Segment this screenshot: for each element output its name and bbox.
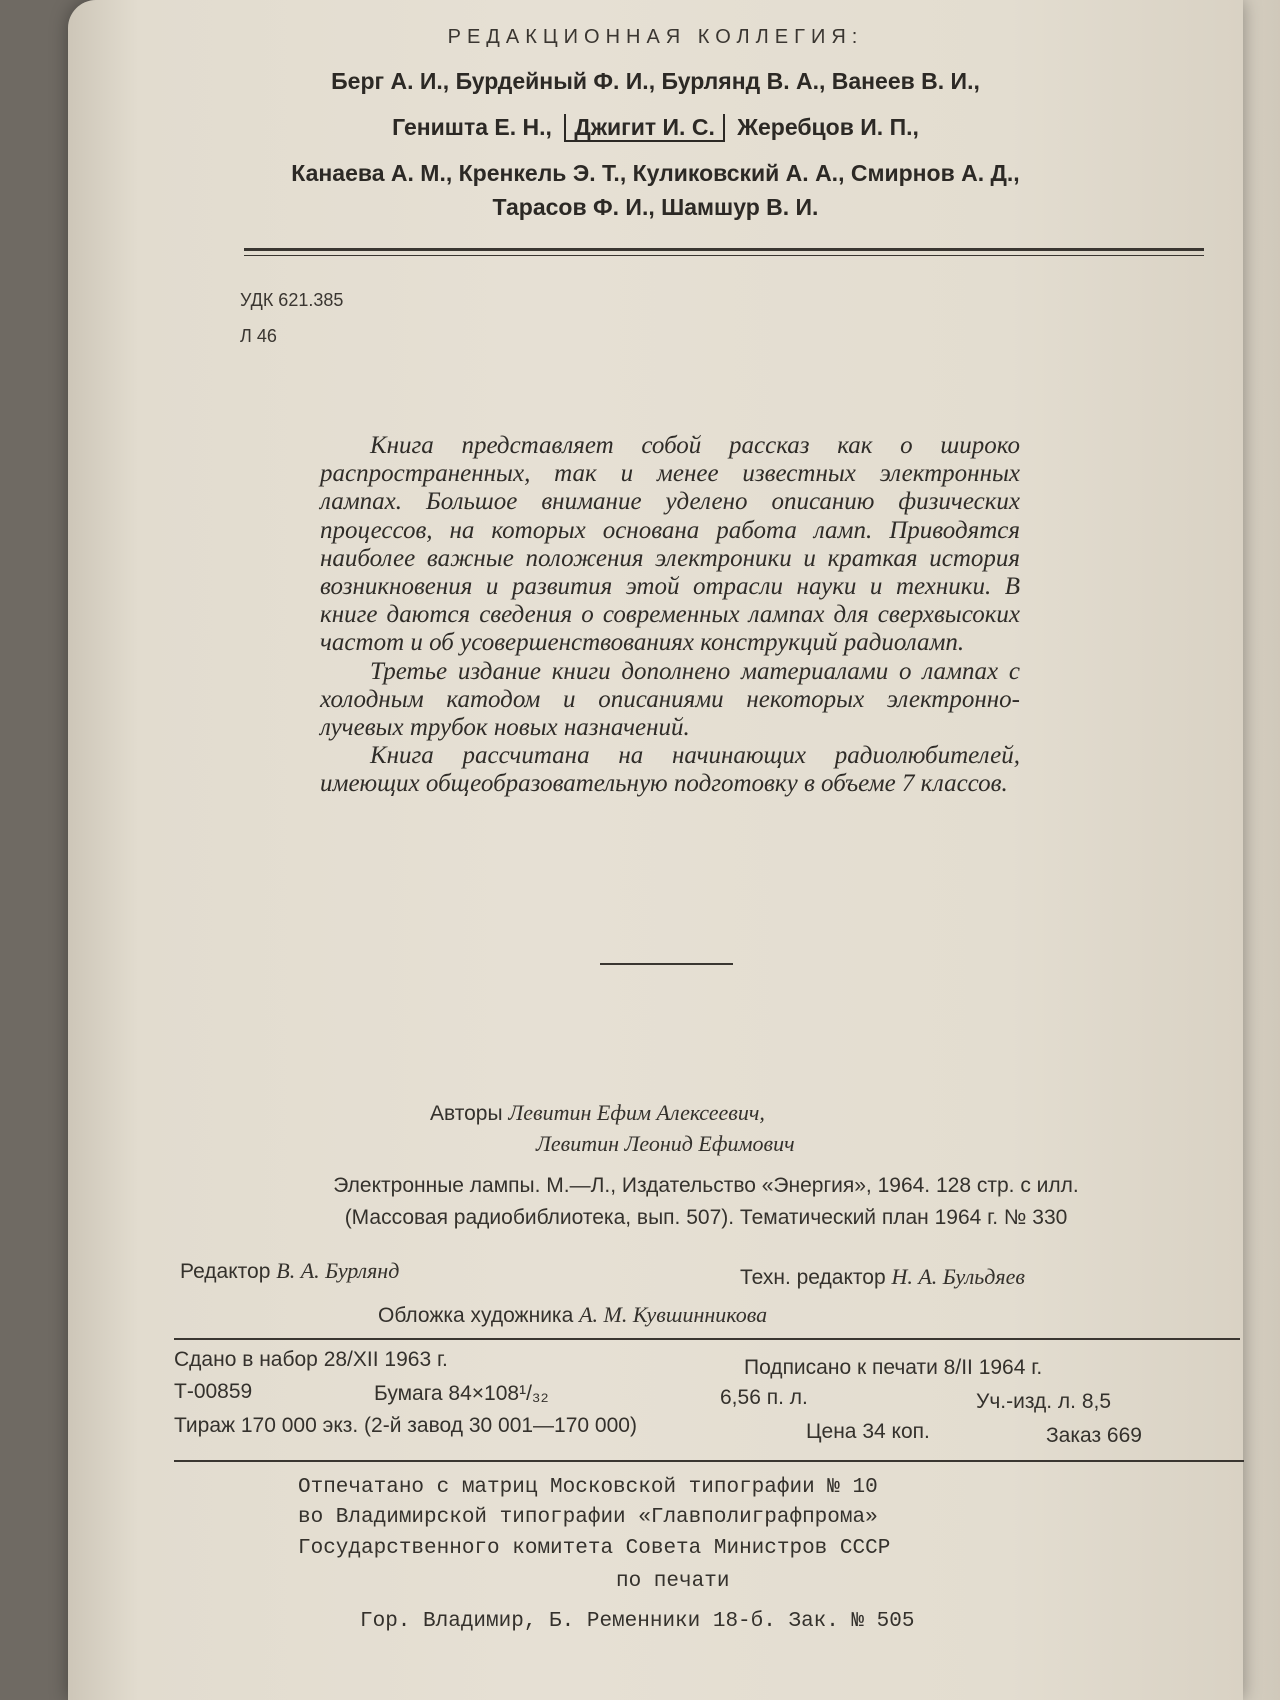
tech-editor-credit [740,1264,1025,1290]
printer-line-5: Гор. Владимир, Б. Ременники 18-б. Зак. № 505 [360,1610,915,1633]
editorial-board-title: РЕДАКЦИОННАЯ КОЛЛЕГИЯ: [447,26,864,48]
double-rule-bottom [244,255,1204,256]
typeset-date: Сдано в набор 28/XII 1963 г. [174,1348,448,1371]
signed-date: Подписано к печати 8/II 1964 г. [744,1356,1043,1379]
book-page [68,0,1243,1700]
production-rule-top [174,1338,1240,1340]
printed-sheets: 6,56 п. л. [720,1386,808,1409]
price: Цена 34 коп. [806,1420,930,1443]
cover-label: Обложка художника [378,1304,574,1327]
udk-code: УДК 621.385 [240,290,344,310]
bibliographic-line-1: Электронные лампы. М.—Л., Издательство «Энергия», 1964. 128 стр. с илл. [333,1174,1079,1197]
authors-line-2 [536,1131,795,1157]
circulation: Тираж 170 000 экз. (2-й завод 30 001—170 000) [174,1414,637,1437]
author-1: Левитин Ефим Алексеевич, [508,1100,765,1125]
editorial-board-line-4: Тарасов Ф. И., Шамшур В. И. [492,194,819,220]
printer-line-3: Государственного комитета Совета Министров СССР [298,1537,891,1560]
authors-label: Авторы [430,1102,503,1125]
tech-editor-name: Н. А. Бульдяев [891,1264,1025,1289]
boxed-board-member: Джигит И. С. [564,114,725,142]
authors-line-1 [430,1100,765,1126]
double-rule-top [244,248,1204,251]
board-member-zherebtsov: Жеребцов И. П., [737,114,919,140]
editorial-board-line-1: Берг А. И., Бурдейный Ф. И., Бурлянд В. А., Ванеев В. И., [331,68,980,94]
production-rule-bottom [174,1460,1244,1462]
editor-label: Редактор [180,1260,271,1283]
editorial-board-line-2 [68,114,1243,141]
printer-line-1: Отпечатано с матриц Московской типографии № 10 [298,1476,878,1499]
board-member-genishta: Геништа Е. Н., [392,114,552,140]
library-index: Л 46 [240,326,277,346]
cover-credit [378,1302,767,1328]
order-number: Заказ 669 [1046,1424,1142,1447]
bibliographic-line-2: (Массовая радиобиблиотека, вып. 507). Тематический план 1964 г. № 330 [344,1206,1068,1229]
cover-artist-name: А. М. Кувшинникова [579,1302,768,1327]
tech-editor-label: Техн. редактор [740,1266,886,1289]
annotation-paragraph-1: Книга представляет собой рассказ как о широко распространенных, так и менее известных электронных лампах. Большое внимание уделено описанию физических процессов, на которых основана работа ламп. Приводятся наиболее важные положения электроники и краткая история возникновения и развития этой отрасли науки и техники. В книге даются сведения о современных лампах для сверхвысоких частот и об усовершенствованиях конструкций радиоламп. [320,432,1020,657]
editor-name: В. А. Бурлянд [276,1258,400,1283]
book-annotation [320,432,1020,799]
annotation-paragraph-3: Книга рассчитана на начинающих радиолюбителей, имеющих общеобразовательную подготовку в объеме 7 классов. [320,742,1020,798]
annotation-paragraph-2: Третье издание книги дополнено материалами о лампах с холодным катодом и описаниями некоторых электронно-лучевых трубок новых назначений. [320,657,1020,742]
author-2: Левитин Леонид Ефимович [536,1131,795,1156]
editor-credit [180,1258,399,1284]
section-divider [600,963,733,965]
printer-line-2: во Владимирской типографии «Главполиграфпрома» [298,1506,878,1529]
publishing-sheets: Уч.-изд. л. 8,5 [976,1390,1112,1413]
printer-line-4: по печати [616,1570,730,1593]
print-code: Т-00859 [174,1380,253,1403]
paper-format: Бумага 84×108¹/₃₂ [374,1382,549,1405]
editorial-board-line-3: Канаева А. М., Кренкель Э. Т., Куликовский А. А., Смирнов А. Д., [291,160,1020,186]
